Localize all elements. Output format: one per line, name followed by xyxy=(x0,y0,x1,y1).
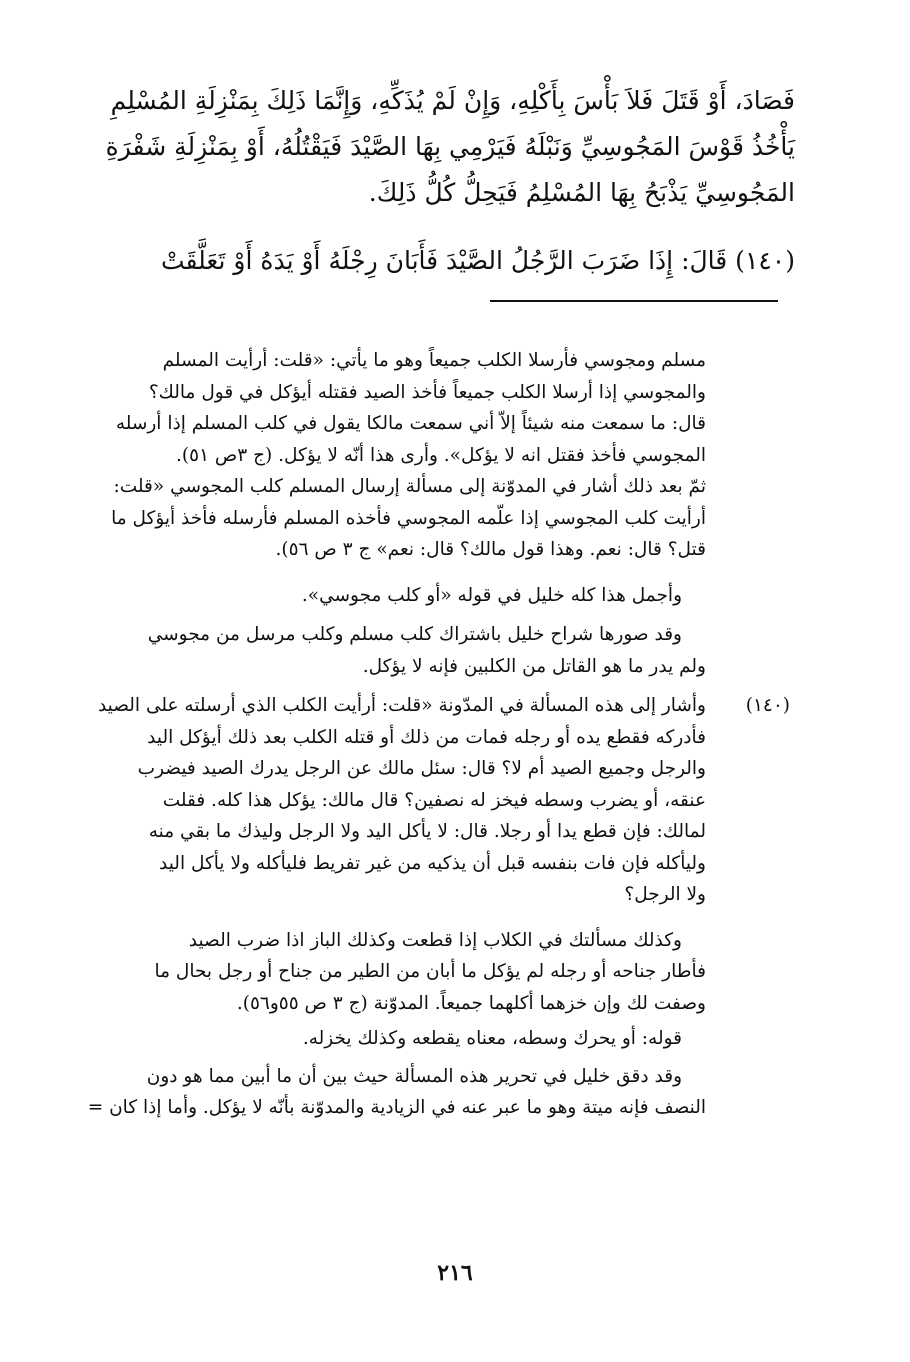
footnote-paragraph xyxy=(82,619,740,682)
section-140-line: (١٤٠) قَالَ: إِذَا ضَرَبَ الرَّجُلُ الصَّيْدَ فَأَبَانَ رِجْلَهُ أَوْ يَدَهُ أَوْ تَعَلَّقَتْ xyxy=(160,246,795,275)
footnote-140 xyxy=(82,690,790,911)
footnote-line: ثمّ بعد ذلك أشار في المدوّنة إلى مسألة إرسال المسلم كلب المجوسي «قلت: xyxy=(113,476,706,497)
footnote-line: وليأكله فإن فات بنفسه قبل أن يذكيه من غير تفريط فليأكله ولا يأكل اليد xyxy=(159,852,706,874)
footnote-line: قتل؟ قال: نعم. وهذا قول مالك؟ قال: نعم» ج ٣ ص ٥٦). xyxy=(275,539,706,560)
main-text-line: يَأْخُذُ قَوْسَ المَجُوسِيِّ وَنَبْلَهُ فَيَرْمِي بِهَا الصَّيْدَ فَيَقْتُلُهُ، أَوْ بِمَنْزِلَةِ شَفْرَةِ xyxy=(105,132,795,161)
footnote-line: ولا الرجل؟ xyxy=(624,884,706,905)
footnote-line: فأدركه فقطع يده أو رجله فمات من ذلك أو قتله الكلب بعد ذلك أيؤكل اليد xyxy=(147,726,706,748)
footnote-line: وقد دقق خليل في تحرير هذه المسألة حيث بين أن ما أبين مما هو دون xyxy=(146,1065,682,1087)
footnote-line: وصفت لك وإن خزهما أكلهما جميعاً. المدوّنة (ج ٣ ص ٥٥و٥٦). xyxy=(236,992,706,1014)
footnote-line: والمجوسي إذا أرسلا الكلب جميعاً فأخذ الصيد فقتله أيؤكل في قول مالك؟ xyxy=(148,381,706,403)
main-text xyxy=(78,78,795,216)
footnote-line: أرأيت كلب المجوسي إذا علّمه المجوسي فأخذه المسلم فأرسله فأخذ أيؤكل ما xyxy=(111,507,706,529)
footnote-paragraph xyxy=(82,1023,740,1055)
footnote-line: لمالك: فإن قطع يدا أو رجلا. قال: لا يأكل اليد ولا الرجل وليذك ما بقي منه xyxy=(148,821,706,842)
footnote-paragraph xyxy=(82,345,740,566)
footnote-line: فأطار جناحه أو رجله لم يؤكل ما أبان من الطير من جناح أو رجل بحال ما xyxy=(154,961,706,982)
footnote-line: قوله: أو يحرك وسطه، معناه يقطعه وكذلك يخزله. xyxy=(302,1028,682,1049)
footnote-separator xyxy=(490,300,778,302)
main-text-line: المَجُوسِيِّ يَذْبَحُ بِهَا المُسْلِمُ فَيَحِلُّ كُلُّ ذَلِكَ. xyxy=(368,178,795,207)
footnote-line: النصف فإنه ميتة وهو ما عبر عنه في الزيادية والمدوّنة بأنّه لا يؤكل. وأما إذا كان = xyxy=(87,1097,706,1118)
footnote-paragraph xyxy=(82,1061,740,1124)
footnote-line: والرجل وجميع الصيد أم لا؟ قال: سئل مالك عن الرجل يدرك الصيد فيضرب xyxy=(137,758,706,779)
footnote-line: عنقه، أو يضرب وسطه فيخز له نصفين؟ قال مالك: يؤكل هذا كله. فقلت xyxy=(162,789,706,811)
footnote-line: وقد صورها شراح خليل باشتراك كلب مسلم وكلب مرسل من مجوسي xyxy=(147,624,682,645)
footnote-line: وكذلك مسألتك في الكلاب إذا قطعت وكذلك الباز اذا ضرب الصيد xyxy=(188,929,682,951)
footnote-line: ولم يدر ما هو القاتل من الكلبين فإنه لا يؤكل. xyxy=(362,655,706,677)
footnote-line: وأجمل هذا كله خليل في قوله «أو كلب مجوسي». xyxy=(301,584,682,606)
footnote-line: المجوسي فأخذ فقتل انه لا يؤكل». وأرى هذا أنّه لا يؤكل. (ج ٣ص ٥١). xyxy=(176,444,706,466)
footnote-line: قال: ما سمعت منه شيئاً إلاّ أني سمعت مالكا يقول في كلب المسلم إذا أرسله xyxy=(115,413,706,434)
page-number: ٢١٦ xyxy=(437,1260,473,1286)
footnotes xyxy=(82,345,790,1124)
main-text-line: فَصَادَ، أَوْ قَتَلَ فَلاَ بَأْسَ بِأَكْلِهِ، وَإِنْ لَمْ يُذَكِّهِ، وَإِنَّمَا ذَلِكَ بِمَنْزِلَةِ المُسْلِمِ xyxy=(110,86,795,115)
footnote-paragraph xyxy=(82,580,740,612)
footnote-number: (١٤٠) xyxy=(745,695,790,716)
footnote-line: وأشار إلى هذه المسألة في المدّونة «قلت: أرأيت الكلب الذي أرسلته على الصيد xyxy=(97,695,706,716)
footnote-paragraph xyxy=(82,925,740,1020)
footnote-line: مسلم ومجوسي فأرسلا الكلب جميعاً وهو ما يأتي: «قلت: أرأيت المسلم xyxy=(162,350,706,371)
